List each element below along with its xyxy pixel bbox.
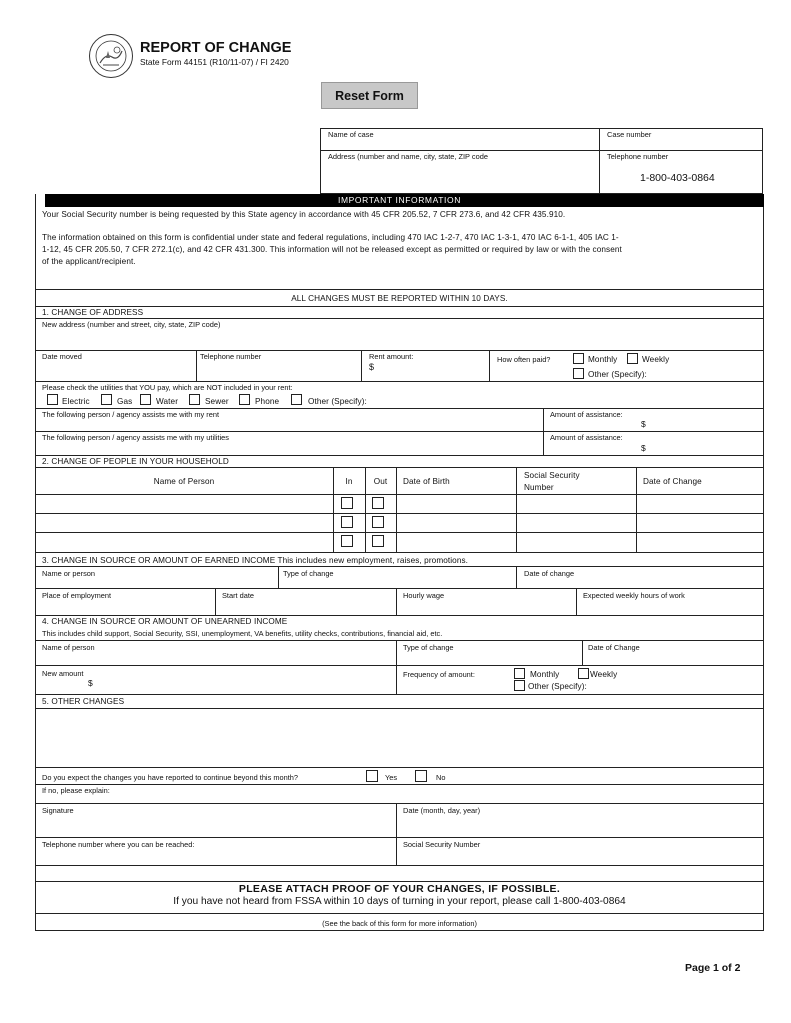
section1-heading: 1. CHANGE OF ADDRESS xyxy=(42,308,144,317)
not-heard-notice: If you have not heard from FSSA within 10 days of turning in your report, please call 1-800-403-0864 xyxy=(173,896,626,907)
other-changes-textarea[interactable] xyxy=(40,711,762,767)
case-number-label: Case number xyxy=(607,130,652,139)
telephone-label: Telephone number xyxy=(607,152,669,161)
all-changes-notice: ALL CHANGES MUST BE REPORTED WITHIN 10 DAYS. xyxy=(291,294,508,303)
rent-weekly-checkbox[interactable] xyxy=(627,353,638,364)
section5-heading: 5. OTHER CHANGES xyxy=(42,697,125,706)
ssn-notice: Your Social Security number is being requested by this State agency in accordance with 45 CFR 205.52, 7 CFR 273.6, and 42 CFR 435.910. xyxy=(42,210,566,219)
continue-yes-label: Yes xyxy=(385,773,398,782)
unearned-date-label: Date of Change xyxy=(588,643,640,652)
gas-checkbox[interactable] xyxy=(101,394,112,405)
see-back-notice: (See the back of this form for more information) xyxy=(322,919,477,928)
new-address-input[interactable] xyxy=(42,332,757,348)
place-of-employment-label: Place of employment xyxy=(42,591,112,600)
phone-label: Phone xyxy=(255,397,280,406)
confidential-notice-line2: 1-12, 45 CFR 205.50, 7 CFR 272.1(c), and 42 CFR 431.300. This information will not be released except as permitted or required by law or with the consent xyxy=(42,245,622,254)
sewer-label: Sewer xyxy=(205,397,229,406)
utility-assistance-amount-label: Amount of assistance: xyxy=(550,433,623,442)
signature-date-label: Date (month, day, year) xyxy=(403,806,481,815)
person2-in-checkbox[interactable] xyxy=(341,516,353,528)
section4-subheading: This includes child support, Social Security, SSI, unemployment, VA benefits, utility checks, contributions, financial aid, etc. xyxy=(42,629,443,638)
reset-form-label: Reset Form xyxy=(335,88,404,103)
col-in: In xyxy=(345,477,353,486)
utility-assistance-dollar: $ xyxy=(641,443,646,453)
continue-no-checkbox[interactable] xyxy=(415,770,427,782)
earned-type-label: Type of change xyxy=(283,569,334,578)
phone-checkbox[interactable] xyxy=(239,394,250,405)
col-ssn-line2: Number xyxy=(524,483,554,492)
confidential-notice-line3: of the applicant/recipient. xyxy=(42,257,136,266)
person3-name-input[interactable] xyxy=(40,536,328,548)
water-label: Water xyxy=(156,397,179,406)
person1-in-checkbox[interactable] xyxy=(341,497,353,509)
col-out: Out xyxy=(373,477,388,486)
address-label: Address (number and name, city, state, ZIP code xyxy=(328,152,488,161)
signature-label: Signature xyxy=(42,806,74,815)
person2-out-checkbox[interactable] xyxy=(372,516,384,528)
state-seal xyxy=(88,33,134,79)
other-utility-checkbox[interactable] xyxy=(291,394,302,405)
person2-name-input[interactable] xyxy=(40,517,328,529)
gas-label: Gas xyxy=(117,397,133,406)
rent-assistance-dollar: $ xyxy=(641,419,646,429)
continue-yes-checkbox[interactable] xyxy=(366,770,378,782)
unearned-name-label: Name of person xyxy=(42,643,95,652)
col-name-of-person: Name of Person xyxy=(153,477,215,486)
col-date-of-change: Date of Change xyxy=(643,477,702,486)
how-often-paid-label: How often paid? xyxy=(497,355,551,364)
sewer-checkbox[interactable] xyxy=(189,394,200,405)
form-id: State Form 44151 (R10/11-07) / FI 2420 xyxy=(140,57,289,67)
telephone-value: 1-800-403-0864 xyxy=(640,172,715,184)
important-info-heading-text: IMPORTANT INFORMATION xyxy=(338,195,461,205)
unearned-weekly-checkbox[interactable] xyxy=(578,668,589,679)
electric-checkbox[interactable] xyxy=(47,394,58,405)
rent-dollar-sign: $ xyxy=(369,362,375,372)
frequency-label: Frequency of amount: xyxy=(403,670,475,679)
if-no-explain-label: If no, please explain: xyxy=(42,786,110,795)
confidential-notice-line1: The information obtained on this form is confidential under state and federal regulations, including 470 IAC 1-2-7, 470 IAC 1-3-1, 470 IAC 6-1-1, 405 IAC 1- xyxy=(42,233,619,242)
if-no-explain-input[interactable] xyxy=(120,786,756,798)
unearned-type-label: Type of change xyxy=(403,643,454,652)
rent-other-label: Other (Specify): xyxy=(588,370,647,379)
rent-monthly-checkbox[interactable] xyxy=(573,353,584,364)
unearned-other-checkbox[interactable] xyxy=(514,680,525,691)
earned-date-label: Date of change xyxy=(524,569,575,578)
case-number-input[interactable] xyxy=(605,139,757,149)
unearned-weekly-label: Weekly xyxy=(590,670,618,679)
person3-out-checkbox[interactable] xyxy=(372,535,384,547)
unearned-monthly-checkbox[interactable] xyxy=(514,668,525,679)
assist-utilities-label: The following person / agency assists me with my utilities xyxy=(42,433,229,442)
section3-heading: 3. CHANGE IN SOURCE OR AMOUNT OF EARNED INCOME This includes new employment, raises, promotions. xyxy=(42,556,469,565)
earned-name-label: Name or person xyxy=(42,569,95,578)
form-title: REPORT OF CHANGE xyxy=(140,40,292,56)
electric-label: Electric xyxy=(62,397,90,406)
person1-out-checkbox[interactable] xyxy=(372,497,384,509)
rent-assistance-amount-label: Amount of assistance: xyxy=(550,410,623,419)
important-info-heading xyxy=(35,194,764,207)
rent-weekly-label: Weekly xyxy=(642,355,670,364)
col-date-of-birth: Date of Birth xyxy=(403,477,450,486)
date-moved-label: Date moved xyxy=(42,352,82,361)
telephone-number-label: Telephone number xyxy=(200,352,262,361)
person1-name-input[interactable] xyxy=(40,498,328,510)
other-utility-label: Other (Specify): xyxy=(308,397,367,406)
start-date-label: Start date xyxy=(222,591,255,600)
new-amount-dollar: $ xyxy=(88,678,93,688)
section2-heading: 2. CHANGE OF PEOPLE IN YOUR HOUSEHOLD xyxy=(42,457,229,466)
unearned-monthly-label: Monthly xyxy=(530,670,560,679)
name-of-case-label: Name of case xyxy=(328,130,374,139)
rent-other-checkbox[interactable] xyxy=(573,368,584,379)
person3-in-checkbox[interactable] xyxy=(341,535,353,547)
section4-heading: 4. CHANGE IN SOURCE OR AMOUNT OF UNEARNED INCOME xyxy=(42,617,288,626)
rent-monthly-label: Monthly xyxy=(588,355,618,364)
utilities-question: Please check the utilities that YOU pay, which are NOT included in your rent: xyxy=(42,383,293,392)
page-number: Page 1 of 2 xyxy=(685,962,741,974)
address-input[interactable] xyxy=(326,163,594,189)
rent-amount-label: Rent amount: xyxy=(369,352,414,361)
col-ssn-line1: Social Security xyxy=(524,471,580,480)
assist-rent-label: The following person / agency assists me with my rent xyxy=(42,410,220,419)
water-checkbox[interactable] xyxy=(140,394,151,405)
attach-proof-notice: PLEASE ATTACH PROOF OF YOUR CHANGES, IF POSSIBLE. xyxy=(238,883,561,895)
continue-no-label: No xyxy=(436,773,446,782)
name-of-case-input[interactable] xyxy=(326,139,594,149)
new-amount-label: New amount xyxy=(42,669,84,678)
hourly-wage-label: Hourly wage xyxy=(403,591,445,600)
ssn-label: Social Security Number xyxy=(403,840,481,849)
unearned-other-label: Other (Specify): xyxy=(528,682,587,691)
reset-form-button[interactable] xyxy=(321,82,418,109)
continue-question: Do you expect the changes you have reported to continue beyond this month? xyxy=(42,773,298,782)
weekly-hours-label: Expected weekly hours of work xyxy=(583,591,685,600)
contact-telephone-label: Telephone number where you can be reached: xyxy=(42,840,195,849)
new-address-label: New address (number and street, city, state, ZIP code) xyxy=(42,320,221,329)
